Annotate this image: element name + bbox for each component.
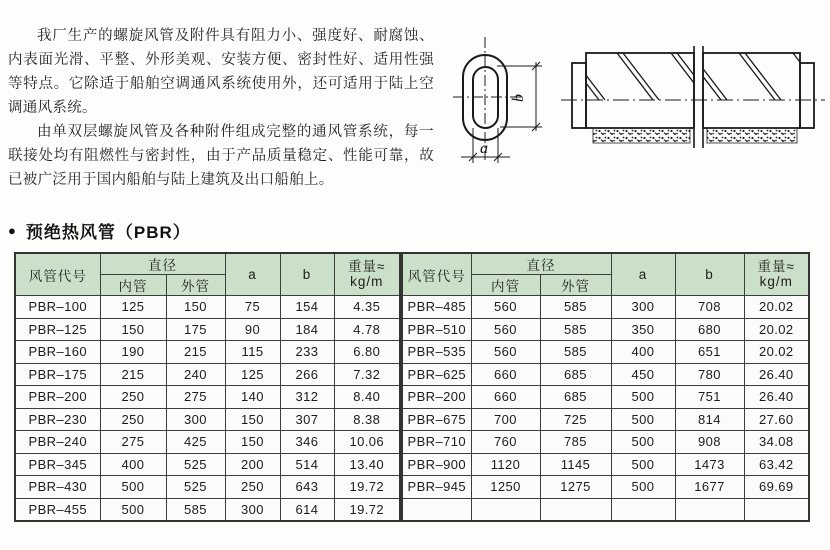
table-row	[15, 318, 400, 341]
table-row	[15, 363, 400, 386]
header-b: b	[675, 253, 744, 296]
value-cell: 69.69	[744, 476, 809, 499]
value-cell: 346	[280, 431, 334, 454]
value-cell: 75	[225, 296, 280, 319]
header-weight-bottom: kg/m	[759, 273, 793, 289]
left-duct-body	[586, 53, 694, 128]
value-cell: 500	[611, 386, 675, 409]
right-end-cap	[800, 63, 814, 128]
value-cell: 1145	[540, 453, 611, 476]
value-cell	[471, 498, 540, 521]
value-cell: 20.02	[744, 341, 809, 364]
value-cell: 4.35	[334, 296, 400, 319]
value-cell: 814	[675, 408, 744, 431]
duct-code-cell: PBR–625	[402, 363, 471, 386]
table-row	[15, 431, 400, 454]
value-cell: 1275	[540, 476, 611, 499]
header-a: a	[611, 253, 675, 296]
value-cell: 560	[471, 318, 540, 341]
intro-paragraph-2: 由单双层螺旋风管及各种附件组成完整的通风管系统，每一联接处均有阻燃性与密封性，由于产品质量稳定、性能可靠，故已被广泛用于国内船舶与陆上建筑及出口船舶上。	[8, 124, 434, 188]
duct-code-cell: PBR–710	[402, 431, 471, 454]
value-cell: 725	[540, 408, 611, 431]
duct-code-cell: PBR–230	[15, 408, 100, 431]
value-cell: 300	[611, 296, 675, 319]
intro-paragraph-1: 我厂生产的螺旋风管及附件具有阻力小、强度好、耐腐蚀、内表面光滑、平整、外形美观、安装方便、密封性好、适用性强等特点。它除适于船舶空调通风系统使用外，还可适用于陆上空调通风系统。	[8, 28, 434, 116]
header-outer-tube: 外管	[166, 275, 225, 296]
value-cell: 150	[225, 408, 280, 431]
value-cell: 700	[471, 408, 540, 431]
pbr-table-right	[401, 252, 810, 522]
header-duct-code: 风管代号	[15, 253, 100, 296]
header-a: a	[225, 253, 280, 296]
value-cell: 140	[225, 386, 280, 409]
value-cell: 200	[225, 453, 280, 476]
duct-code-cell: PBR–200	[402, 386, 471, 409]
value-cell: 300	[166, 408, 225, 431]
value-cell: 500	[611, 476, 675, 499]
right-duct-body	[703, 53, 800, 128]
pbr-table-left	[14, 252, 401, 522]
table-row	[402, 296, 809, 319]
header-weight-bottom: kg/m	[350, 273, 384, 289]
duct-code-cell: PBR–510	[402, 318, 471, 341]
bullet-icon: ●	[8, 223, 17, 238]
header-inner-tube: 内管	[471, 275, 540, 296]
left-end-cap	[572, 63, 586, 128]
header-diameter: 直径	[100, 253, 225, 275]
value-cell: 614	[280, 498, 334, 521]
section-heading	[8, 218, 191, 243]
value-cell: 175	[166, 318, 225, 341]
value-cell: 350	[611, 318, 675, 341]
value-cell: 708	[675, 296, 744, 319]
table-row	[15, 408, 400, 431]
duct-code-cell: PBR–175	[15, 363, 100, 386]
duct-code-cell: PBR–345	[15, 453, 100, 476]
value-cell: 20.02	[744, 318, 809, 341]
value-cell: 34.08	[744, 431, 809, 454]
value-cell: 1120	[471, 453, 540, 476]
value-cell: 585	[540, 296, 611, 319]
value-cell: 8.38	[334, 408, 400, 431]
value-cell: 500	[100, 476, 166, 499]
table-row	[402, 431, 809, 454]
table-row	[402, 363, 809, 386]
dimension-label-a: a	[480, 140, 488, 157]
side-view-diagram	[561, 46, 830, 148]
value-cell: 19.72	[334, 498, 400, 521]
value-cell: 751	[675, 386, 744, 409]
value-cell: 585	[540, 341, 611, 364]
table-row	[15, 476, 400, 499]
value-cell: 785	[540, 431, 611, 454]
value-cell: 115	[225, 341, 280, 364]
intro-text	[8, 24, 434, 192]
value-cell: 450	[611, 363, 675, 386]
value-cell: 125	[225, 363, 280, 386]
value-cell: 685	[540, 363, 611, 386]
value-cell: 500	[611, 431, 675, 454]
value-cell: 1677	[675, 476, 744, 499]
value-cell	[744, 498, 809, 521]
value-cell: 275	[166, 386, 225, 409]
duct-code-cell: PBR–455	[15, 498, 100, 521]
value-cell	[675, 498, 744, 521]
value-cell: 10.06	[334, 431, 400, 454]
value-cell: 500	[611, 408, 675, 431]
value-cell: 680	[675, 318, 744, 341]
value-cell: 307	[280, 408, 334, 431]
value-cell: 19.72	[334, 476, 400, 499]
value-cell: 275	[100, 431, 166, 454]
table-row	[15, 453, 400, 476]
value-cell: 13.40	[334, 453, 400, 476]
value-cell: 150	[100, 318, 166, 341]
header-diameter: 直径	[471, 253, 611, 275]
table-row	[402, 498, 809, 521]
duct-code-cell	[402, 498, 471, 521]
left-insulation-band	[593, 128, 690, 143]
value-cell: 1473	[675, 453, 744, 476]
value-cell: 560	[471, 296, 540, 319]
duct-code-cell: PBR–675	[402, 408, 471, 431]
value-cell: 27.60	[744, 408, 809, 431]
value-cell: 400	[611, 341, 675, 364]
right-spiral-seams	[685, 53, 830, 100]
duct-code-cell: PBR–125	[15, 318, 100, 341]
value-cell: 190	[100, 341, 166, 364]
value-cell: 215	[100, 363, 166, 386]
value-cell: 184	[280, 318, 334, 341]
value-cell: 585	[540, 318, 611, 341]
value-cell	[611, 498, 675, 521]
figures	[445, 10, 830, 210]
value-cell: 6.80	[334, 341, 400, 364]
header-duct-code: 风管代号	[402, 253, 471, 296]
value-cell: 233	[280, 341, 334, 364]
value-cell: 250	[100, 386, 166, 409]
table-row	[402, 408, 809, 431]
table-row	[402, 318, 809, 341]
value-cell: 8.40	[334, 386, 400, 409]
value-cell: 300	[225, 498, 280, 521]
value-cell: 525	[166, 453, 225, 476]
duct-figures-svg	[445, 10, 830, 210]
value-cell: 500	[100, 498, 166, 521]
value-cell: 266	[280, 363, 334, 386]
table-row	[15, 296, 400, 319]
value-cell: 660	[471, 386, 540, 409]
value-cell: 651	[675, 341, 744, 364]
duct-code-cell: PBR–100	[15, 296, 100, 319]
value-cell: 26.40	[744, 363, 809, 386]
value-cell: 585	[166, 498, 225, 521]
section-title: 预绝热风管（PBR）	[25, 223, 191, 242]
table-row	[402, 341, 809, 364]
value-cell: 240	[166, 363, 225, 386]
table-row	[15, 498, 400, 521]
value-cell: 643	[280, 476, 334, 499]
value-cell: 125	[100, 296, 166, 319]
value-cell: 780	[675, 363, 744, 386]
header-b: b	[280, 253, 334, 296]
duct-code-cell: PBR–160	[15, 341, 100, 364]
pbr-table	[14, 252, 810, 522]
value-cell: 250	[225, 476, 280, 499]
value-cell: 685	[540, 386, 611, 409]
value-cell: 7.32	[334, 363, 400, 386]
table-row	[15, 386, 400, 409]
value-cell	[540, 498, 611, 521]
header-outer-tube: 外管	[540, 275, 611, 296]
table-row	[15, 341, 400, 364]
duct-code-cell: PBR–535	[402, 341, 471, 364]
value-cell: 215	[166, 341, 225, 364]
value-cell: 560	[471, 341, 540, 364]
cross-section-diagram	[453, 37, 542, 163]
duct-code-cell: PBR–240	[15, 431, 100, 454]
value-cell: 425	[166, 431, 225, 454]
header-weight-top: 重量≈	[757, 259, 795, 275]
value-cell: 525	[166, 476, 225, 499]
value-cell: 660	[471, 363, 540, 386]
value-cell: 250	[100, 408, 166, 431]
duct-code-cell: PBR–900	[402, 453, 471, 476]
value-cell: 760	[471, 431, 540, 454]
value-cell: 1250	[471, 476, 540, 499]
duct-code-cell: PBR–945	[402, 476, 471, 499]
value-cell: 4.78	[334, 318, 400, 341]
dimension-label-b: b	[510, 94, 527, 102]
header-weight	[744, 253, 809, 296]
value-cell: 63.42	[744, 453, 809, 476]
header-weight-top: 重量≈	[348, 259, 386, 275]
value-cell: 150	[166, 296, 225, 319]
table-row	[402, 386, 809, 409]
value-cell: 400	[100, 453, 166, 476]
value-cell: 908	[675, 431, 744, 454]
table-row	[402, 476, 809, 499]
header-inner-tube: 内管	[100, 275, 166, 296]
header-weight	[334, 253, 400, 296]
table-row	[402, 453, 809, 476]
duct-code-cell: PBR–430	[15, 476, 100, 499]
duct-code-cell: PBR–200	[15, 386, 100, 409]
value-cell: 150	[225, 431, 280, 454]
value-cell: 154	[280, 296, 334, 319]
value-cell: 500	[611, 453, 675, 476]
duct-code-cell: PBR–485	[402, 296, 471, 319]
value-cell: 312	[280, 386, 334, 409]
right-insulation-band	[707, 128, 797, 143]
value-cell: 20.02	[744, 296, 809, 319]
value-cell: 514	[280, 453, 334, 476]
value-cell: 26.40	[744, 386, 809, 409]
value-cell: 90	[225, 318, 280, 341]
